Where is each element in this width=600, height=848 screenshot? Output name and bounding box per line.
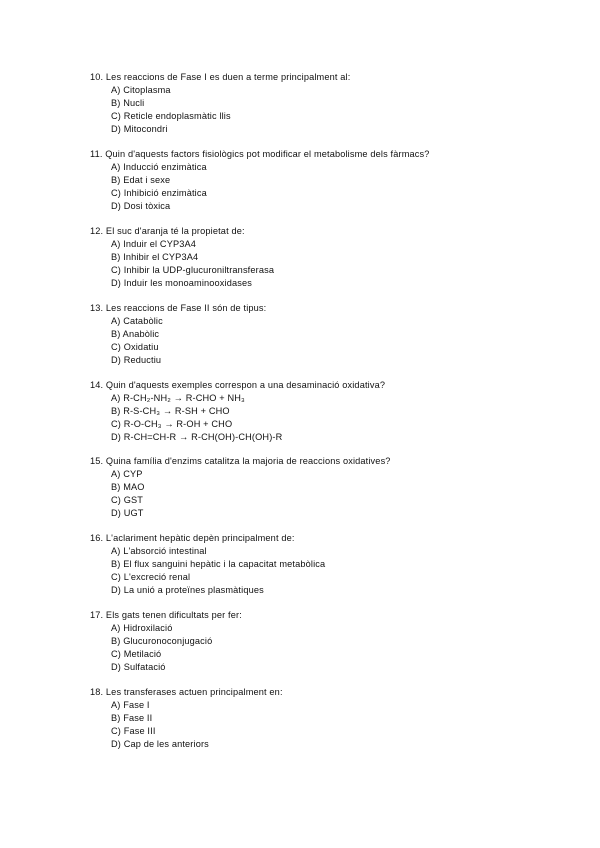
option-list bbox=[111, 315, 580, 367]
option-b: B) MAO bbox=[111, 482, 145, 492]
option-list bbox=[111, 84, 580, 136]
question-text: 10. Les reaccions de Fase I es duen a terme principalment al: bbox=[90, 72, 351, 82]
option-d: D) Mitocondri bbox=[111, 124, 168, 134]
option-b: B) Glucuronoconjugació bbox=[111, 636, 213, 646]
option-list bbox=[111, 392, 580, 444]
option-a: A) Fase I bbox=[111, 700, 150, 710]
option-d: D) La unió a proteïnes plasmàtiques bbox=[111, 585, 264, 595]
option-b: B) Edat i sexe bbox=[111, 175, 171, 185]
option-c: C) Metilació bbox=[111, 649, 162, 659]
question-10 bbox=[90, 71, 580, 136]
question-12 bbox=[90, 225, 580, 290]
option-d: D) Dosi tòxica bbox=[111, 201, 171, 211]
option-list bbox=[111, 238, 580, 290]
option-a: A) Inducció enzimàtica bbox=[111, 162, 207, 172]
option-c: C) GST bbox=[111, 495, 144, 505]
question-13 bbox=[90, 302, 580, 367]
question-text: 12. El suc d'aranja té la propietat de: bbox=[90, 226, 245, 236]
option-list bbox=[111, 161, 580, 213]
option-c: C) Reticle endoplasmàtic llis bbox=[111, 111, 231, 121]
option-c: C) Oxidatiu bbox=[111, 342, 159, 352]
option-b: B) R-S-CH₃ → R-SH + CHO bbox=[111, 406, 230, 416]
option-list bbox=[111, 699, 580, 751]
option-d: D) UGT bbox=[111, 508, 144, 518]
question-text: 18. Les transferases actuen principalment en: bbox=[90, 687, 283, 697]
option-d: D) R-CH=CH-R → R-CH(OH)-CH(OH)-R bbox=[111, 432, 283, 442]
option-b: B) Anabòlic bbox=[111, 329, 160, 339]
option-d: D) Reductiu bbox=[111, 355, 162, 365]
option-a: A) Citoplasma bbox=[111, 85, 171, 95]
option-list bbox=[111, 622, 580, 674]
option-b: B) Nucli bbox=[111, 98, 145, 108]
option-list bbox=[111, 468, 580, 520]
option-c: C) R-O-CH₃ → R-OH + CHO bbox=[111, 419, 233, 429]
option-d: D) Sulfatació bbox=[111, 662, 166, 672]
question-text: 14. Quin d'aquests exemples correspon a una desaminació oxidativa? bbox=[90, 380, 386, 390]
question-15 bbox=[90, 455, 580, 520]
option-c: C) Inhibir la UDP-glucuroniltransferasa bbox=[111, 265, 275, 275]
question-17 bbox=[90, 609, 580, 674]
option-c: C) Fase III bbox=[111, 726, 156, 736]
question-11 bbox=[90, 148, 580, 213]
option-list bbox=[111, 545, 580, 597]
option-a: A) Hidroxilació bbox=[111, 623, 173, 633]
option-a: A) Induir el CYP3A4 bbox=[111, 239, 197, 249]
question-18 bbox=[90, 686, 580, 751]
question-text: 11. Quin d'aquests factors fisiològics pot modificar el metabolisme dels fàrmacs? bbox=[90, 149, 430, 159]
option-a: A) R-CH₂-NH₂ → R-CHO + NH₃ bbox=[111, 393, 245, 403]
option-b: B) Fase II bbox=[111, 713, 153, 723]
question-text: 13. Les reaccions de Fase II són de tipus: bbox=[90, 303, 267, 313]
question-text: 15. Quina família d'enzims catalitza la majoria de reaccions oxidatives? bbox=[90, 456, 391, 466]
question-14 bbox=[90, 379, 580, 444]
option-b: B) Inhibir el CYP3A4 bbox=[111, 252, 199, 262]
option-c: C) L'excreció renal bbox=[111, 572, 191, 582]
option-a: A) Catabòlic bbox=[111, 316, 163, 326]
question-text: 17. Els gats tenen dificultats per fer: bbox=[90, 610, 242, 620]
option-d: D) Induir les monoaminooxidases bbox=[111, 278, 252, 288]
option-a: A) CYP bbox=[111, 469, 143, 479]
option-d: D) Cap de les anteriors bbox=[111, 739, 209, 749]
option-b: B) El flux sanguini hepàtic i la capacitat metabòlica bbox=[111, 559, 326, 569]
option-a: A) L'absorció intestinal bbox=[111, 546, 207, 556]
question-text: 16. L'aclariment hepàtic depèn principalment de: bbox=[90, 533, 295, 543]
option-c: C) Inhibició enzimàtica bbox=[111, 188, 207, 198]
question-16 bbox=[90, 532, 580, 597]
